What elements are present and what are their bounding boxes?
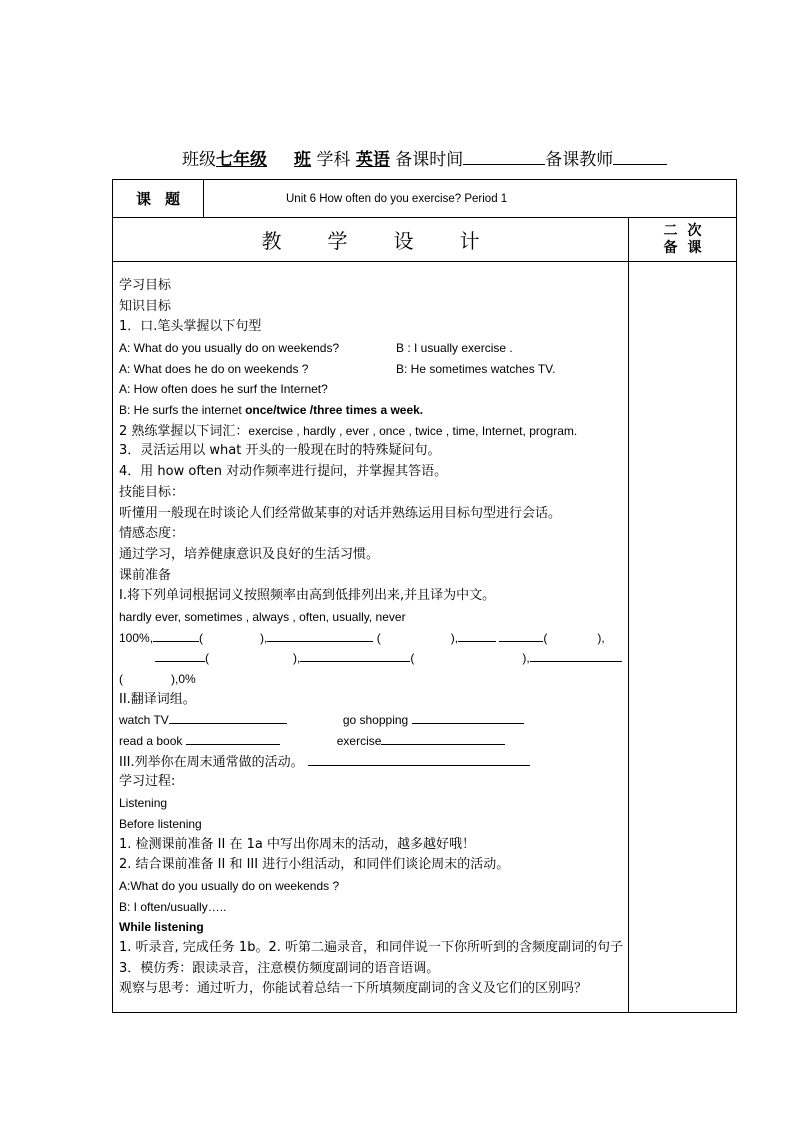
sentence-pattern-2 [119, 359, 623, 380]
design-title-row [113, 218, 737, 262]
blank[interactable] [169, 710, 287, 724]
percent-100: 100%, [119, 630, 154, 645]
blank[interactable] [155, 648, 205, 662]
frequency-word-list: hardly ever, sometimes , always , often, usually, never [119, 609, 406, 624]
topic-value: Unit 6 How often do you exercise? Period 1 [204, 180, 737, 218]
subject-value: 英语 [355, 150, 390, 170]
attitude-text: 通过学习，培养健康意识及良好的生活习惯。 [119, 546, 380, 562]
sentence-pattern-4 [119, 400, 623, 421]
second-prep-line2: 备课 [663, 239, 712, 256]
teacher-label: 备课教师 [545, 150, 614, 170]
learning-process-heading: 学习过程: [119, 774, 176, 790]
blank[interactable] [300, 648, 410, 662]
sentence-pattern-3: A: How often does he surf the Internet? [119, 382, 328, 397]
skill-goals-heading: 技能目标： [119, 484, 185, 500]
observe-and-think: 观察与思考：通过听力，你能试着总结一下所填频度副词的含义及它们的区别吗？ [119, 981, 588, 997]
pattern-4a: B: He surfs the internet [119, 403, 246, 418]
subject-label: 学科 [316, 150, 351, 170]
exercise-1-instruction: I.将下列单词根据词义按照频率由高到低排列出来,并且译为中文。 [119, 588, 496, 604]
blank[interactable] [530, 648, 622, 662]
before-step-2: 2. 结合课前准备 II 和 III 进行小组活动，和同伴们谈论周末的活动。 [119, 857, 510, 873]
exercise-3 [119, 752, 623, 773]
blank[interactable] [308, 752, 530, 766]
lesson-content [113, 262, 629, 1013]
skill-goals-text: 听懂用一般现在时谈论人们经常做某事的对话并熟练运用目标句型进行会话。 [119, 505, 562, 521]
grade-value: 七年级 [216, 150, 267, 170]
knowledge-goals-heading: 知识目标 [119, 298, 172, 314]
attitude-heading: 情感态度： [119, 526, 185, 542]
teacher-blank[interactable] [613, 148, 667, 165]
topic-row [113, 180, 737, 218]
goal-2 [119, 421, 623, 442]
prep-time-blank[interactable] [463, 148, 545, 165]
goal-2-words: exercise , hardly , ever , once , twice , time, Internet, program. [248, 423, 578, 438]
goal-1: 1．口.笔头掌握以下句型 [119, 319, 262, 335]
content-row [113, 262, 737, 1013]
blank[interactable] [458, 628, 496, 642]
class-suffix: 班 [294, 150, 312, 170]
blank[interactable] [267, 628, 373, 642]
blank[interactable] [381, 731, 505, 745]
listening-heading: Listening [119, 796, 168, 811]
frequency-blanks-row-3: ( ),0% [119, 672, 196, 687]
goal-3: 3．灵活运用以 what 开头的一般现在时的特殊疑问句。 [119, 443, 441, 459]
prep-time-label: 备课时间 [395, 150, 464, 170]
while-step-1-2: 1. 听录音, 完成任务 1b。2. 听第二遍录音，和同伴说一下你所听到的含频度副词的句子 [119, 939, 623, 955]
second-prep-header [629, 218, 737, 262]
lesson-header [182, 148, 742, 171]
class-label: 班级 [182, 150, 216, 170]
before-listening-heading: Before listening [119, 816, 202, 831]
percent-0: 0% [178, 672, 196, 687]
goal-2-label: 2 熟练掌握以下词汇： [119, 423, 249, 439]
second-prep-line1: 二次 [663, 222, 712, 239]
exercise-2-instruction: II.翻译词组。 [119, 691, 196, 707]
pattern-1a: A: What do you usually do on weekends? [119, 341, 340, 356]
frequency-blanks-row-2: ( ), ( ), [119, 648, 623, 669]
blank[interactable] [153, 628, 199, 642]
design-title: 教学设计 [113, 218, 629, 262]
pattern-4b: once/twice /three times a week. [245, 403, 424, 418]
phrase-read-a-book: read a book [119, 734, 183, 749]
while-step-3: 3．模仿秀：跟读录音，注意模仿频度副词的语音语调。 [119, 960, 440, 976]
lesson-plan-table [112, 179, 737, 1013]
blank[interactable] [412, 710, 524, 724]
dialogue-answer: B: I often/usually….. [119, 899, 227, 914]
pattern-1b: B : I usually exercise . [396, 341, 513, 356]
dialogue-question: A:What do you usually do on weekends ? [119, 878, 340, 893]
topic-label: 课题 [113, 180, 204, 218]
phrase-exercise: exercise [336, 734, 382, 749]
pattern-2b: B: He sometimes watches TV. [396, 361, 556, 376]
exercise-3-instruction: III.列举你在周末通常做的活动。 [119, 754, 304, 770]
phrase-row-1 [119, 710, 623, 731]
frequency-blanks-row-1: 100%, ( ), ( ), ( ), [119, 628, 623, 649]
second-prep-column[interactable] [629, 262, 737, 1013]
goal-4: 4．用 how often 对动作频率进行提问，并掌握其答语。 [119, 464, 448, 480]
before-step-1: 1. 检测课前准备 II 在 1a 中写出你周末的活动，越多越好哦！ [119, 836, 475, 852]
blank[interactable] [499, 628, 543, 642]
sentence-pattern-1 [119, 338, 623, 359]
phrase-row-2 [119, 731, 623, 752]
blank[interactable] [186, 731, 280, 745]
preparation-heading: 课前准备 [119, 567, 172, 583]
pattern-2a: A: What does he do on weekends ? [119, 361, 309, 376]
while-listening-heading: While listening [119, 920, 204, 935]
learning-goals-heading: 学习目标 [119, 277, 172, 293]
phrase-watch-tv: watch TV [119, 713, 169, 728]
phrase-go-shopping: go shopping [342, 713, 409, 728]
